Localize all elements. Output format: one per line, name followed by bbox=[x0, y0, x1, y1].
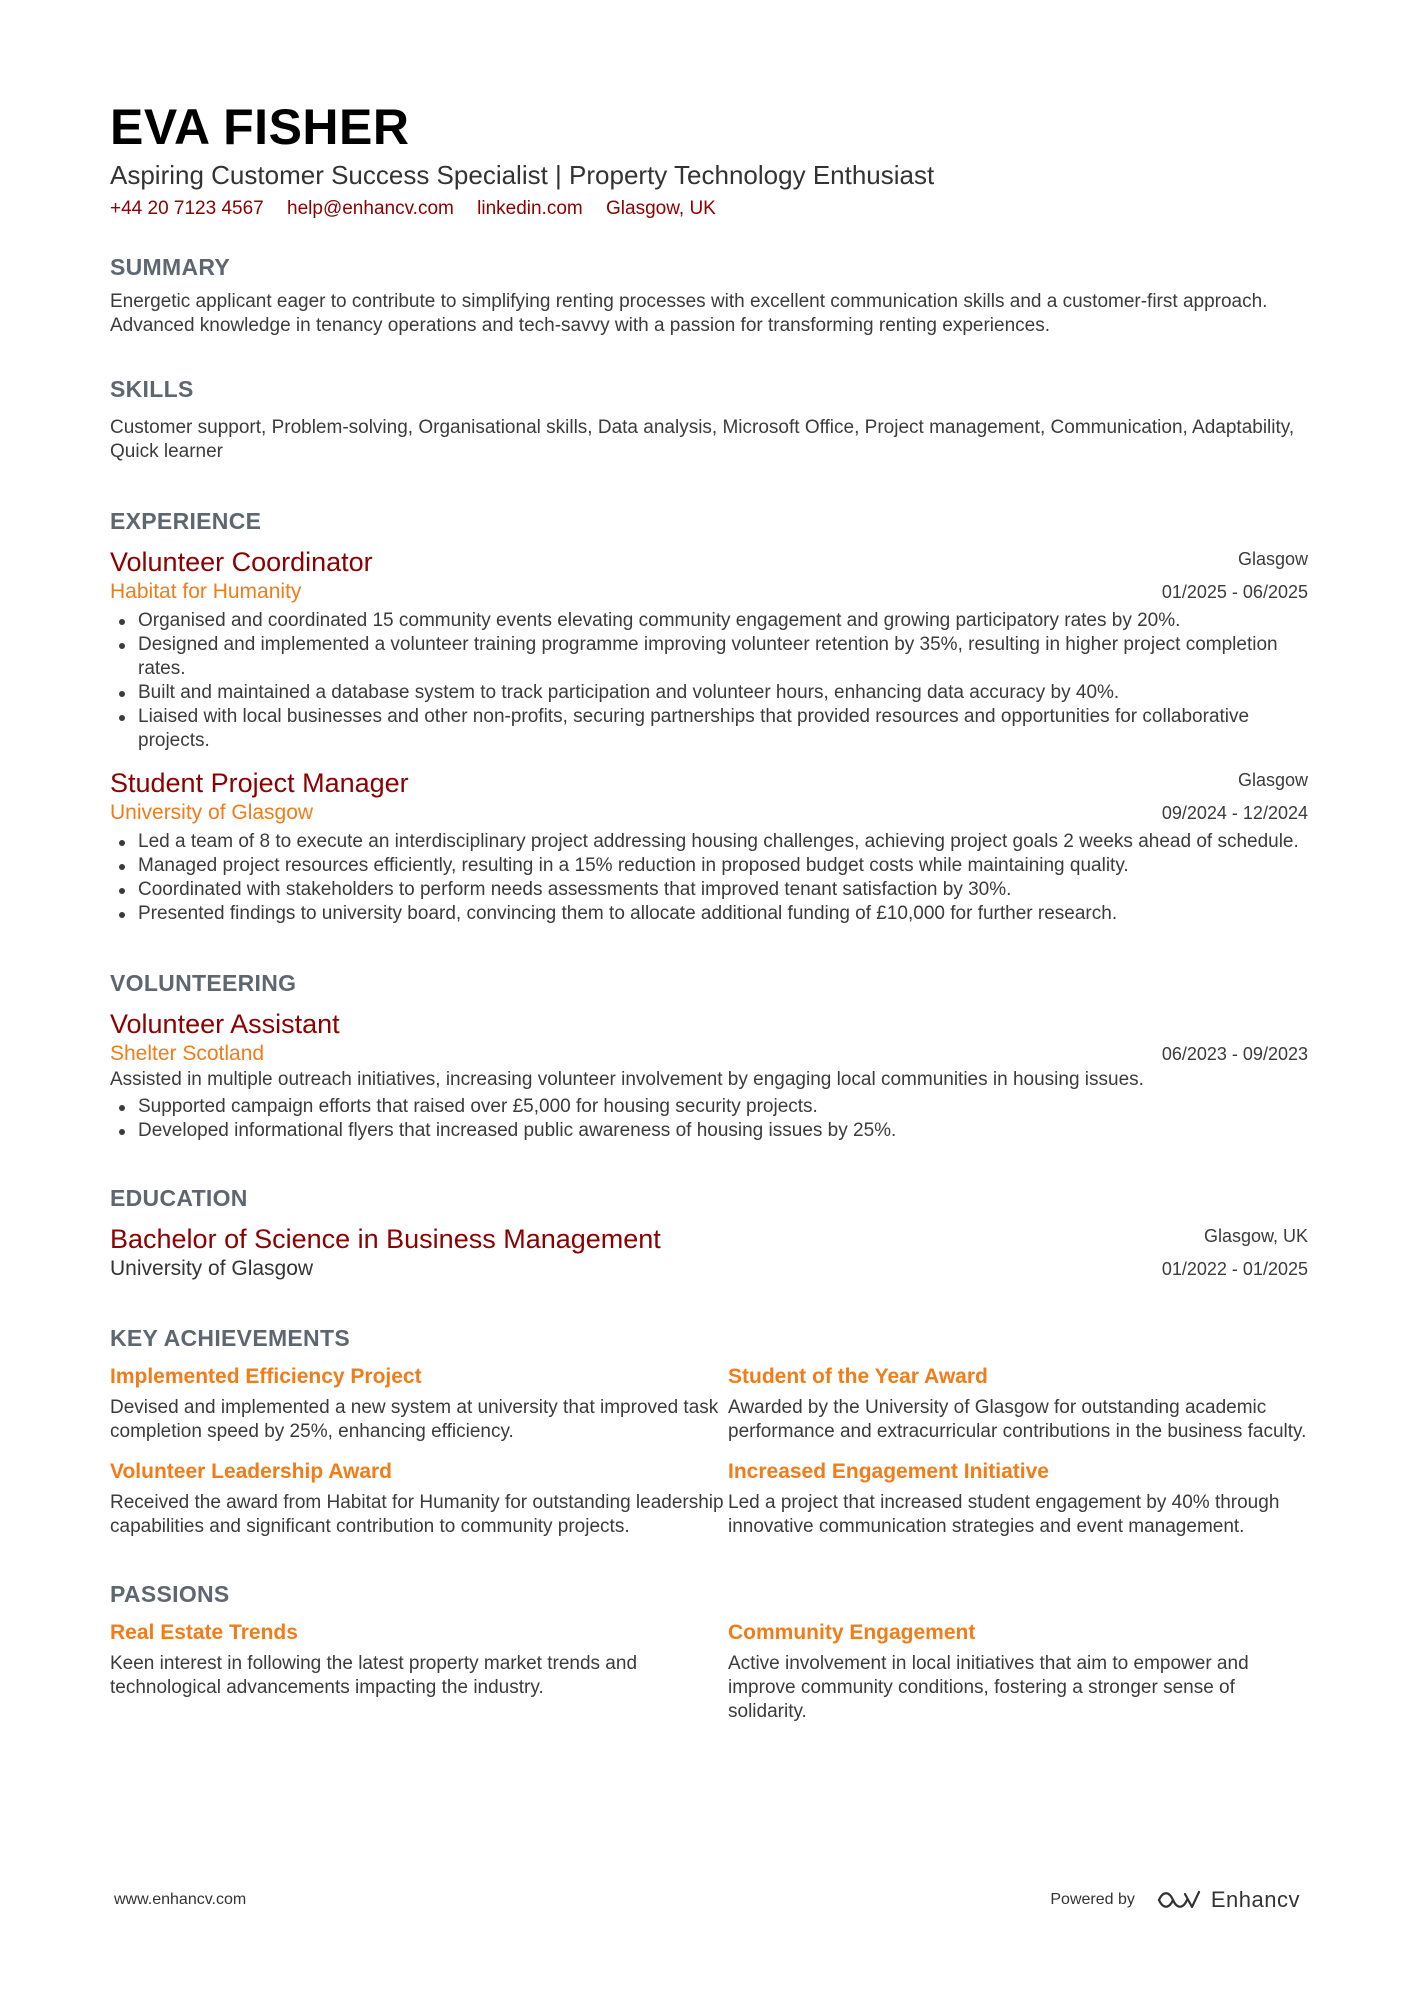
bullet-item: Built and maintained a database system to track participation and volunteer hours, enhancing data accuracy by 40%. bbox=[110, 681, 1308, 705]
passion-title: Community Engagement bbox=[728, 1621, 976, 1644]
powered-by-label: Powered by bbox=[1050, 1891, 1135, 1908]
bullet-item: Organised and coordinated 15 community events elevating community engagement and growing participatory rates by 20%. bbox=[110, 609, 1308, 633]
section-title: KEY ACHIEVEMENTS bbox=[110, 1325, 350, 1351]
headline: Aspiring Customer Success Specialist | Property Technology Enthusiast bbox=[110, 160, 935, 190]
job-title: Student Project Manager bbox=[110, 768, 409, 798]
footer-website-link[interactable]: www.enhancv.com bbox=[114, 1891, 247, 1908]
experience-entry bbox=[110, 546, 1308, 753]
date-range: 06/2023 - 09/2023 bbox=[1161, 1044, 1308, 1064]
passions-grid bbox=[110, 1619, 1308, 1724]
achievement-card bbox=[728, 1458, 1308, 1539]
degree: Bachelor of Science in Business Management bbox=[110, 1224, 661, 1254]
achievement-title: Implemented Efficiency Project bbox=[110, 1365, 422, 1388]
resume-page bbox=[110, 96, 1308, 1724]
achievement-text: Led a project that increased student engagement by 40% through innovative communication strategies and event management. bbox=[728, 1492, 1280, 1537]
brand-link[interactable] bbox=[1155, 1887, 1300, 1913]
job-location: Glasgow bbox=[1237, 770, 1308, 790]
bullet-item: Developed informational flyers that increased public awareness of housing issues by 25%. bbox=[110, 1119, 1308, 1143]
organization: Shelter Scotland bbox=[110, 1042, 265, 1065]
bullet-item: Managed project resources efficiently, resulting in a 15% reduction in proposed budget costs while maintaining quality. bbox=[110, 854, 1308, 878]
volunteer-role: Volunteer Assistant bbox=[110, 1009, 340, 1039]
enhancv-logo-icon bbox=[1155, 1888, 1201, 1912]
footer-branding bbox=[1050, 1887, 1300, 1913]
passion-card bbox=[110, 1619, 728, 1724]
candidate-name: EVA FISHER bbox=[110, 99, 410, 155]
achievement-card bbox=[110, 1458, 728, 1539]
skills-text: Customer support, Problem-solving, Organisational skills, Data analysis, Microsoft Office, Project management, Communication, Adaptability, Quick learner bbox=[110, 417, 1295, 462]
achievement-text: Devised and implemented a new system at university that improved task completion speed by 25%, enhancing efficiency. bbox=[110, 1397, 719, 1442]
contact-line bbox=[110, 196, 1308, 222]
summary-text: Energetic applicant eager to contribute to simplifying renting processes with excellent communication skills and a customer-first approach. Advanced knowledge in tenancy operations and tech-savvy with a passion for transforming renting experiences. bbox=[110, 291, 1268, 336]
phone[interactable]: +44 20 7123 4567 bbox=[110, 198, 264, 219]
bullet-item: Led a team of 8 to execute an interdisciplinary project addressing housing challenges, achieving project goals 2 weeks ahead of schedule. bbox=[110, 830, 1308, 854]
job-title: Volunteer Coordinator bbox=[110, 547, 373, 577]
bullet-list bbox=[110, 830, 1308, 926]
bullet-item: Liaised with local businesses and other non-profits, securing partnerships that provided resources and opportunities for collaborative projects. bbox=[110, 705, 1308, 753]
education-section bbox=[110, 1183, 1308, 1283]
section-title: EDUCATION bbox=[110, 1185, 248, 1211]
achievement-text: Received the award from Habitat for Humanity for outstanding leadership capabilities and significant contribution to community projects. bbox=[110, 1492, 724, 1537]
volunteering-entry bbox=[110, 1008, 1308, 1143]
achievement-card bbox=[728, 1363, 1308, 1444]
date-range: 01/2022 - 01/2025 bbox=[1161, 1259, 1308, 1279]
section-title: EXPERIENCE bbox=[110, 508, 262, 534]
achievement-text: Awarded by the University of Glasgow for outstanding academic performance and extracurricular contributions in the business faculty. bbox=[728, 1397, 1307, 1442]
section-title: PASSIONS bbox=[110, 1581, 230, 1607]
section-title: VOLUNTEERING bbox=[110, 970, 297, 996]
bullet-list bbox=[110, 609, 1308, 753]
summary-section bbox=[110, 252, 1308, 338]
achievements-section bbox=[110, 1323, 1308, 1539]
passions-section bbox=[110, 1579, 1308, 1724]
volunteering-section bbox=[110, 968, 1308, 1143]
education-entry bbox=[110, 1223, 1308, 1283]
brand-name: Enhancv bbox=[1210, 1887, 1300, 1912]
organization: University of Glasgow bbox=[110, 801, 314, 824]
section-title: SUMMARY bbox=[110, 254, 231, 280]
passion-text: Keen interest in following the latest property market trends and technological advancements impacting the industry. bbox=[110, 1653, 638, 1698]
organization: Habitat for Humanity bbox=[110, 580, 302, 603]
experience-entry bbox=[110, 767, 1308, 926]
skills-section bbox=[110, 374, 1308, 464]
achievement-title: Increased Engagement Initiative bbox=[728, 1460, 1049, 1483]
location: Glasgow, UK bbox=[606, 198, 716, 219]
header bbox=[110, 96, 1308, 222]
achievement-title: Student of the Year Award bbox=[728, 1365, 988, 1388]
passion-card bbox=[728, 1619, 1308, 1724]
school-location: Glasgow, UK bbox=[1203, 1226, 1308, 1246]
achievement-card bbox=[110, 1363, 728, 1444]
bullet-item: Coordinated with stakeholders to perform needs assessments that improved tenant satisfaction by 30%. bbox=[110, 878, 1308, 902]
job-location: Glasgow bbox=[1237, 549, 1308, 569]
experience-section bbox=[110, 506, 1308, 926]
bullet-list bbox=[110, 1095, 1308, 1143]
linkedin-link[interactable]: linkedin.com bbox=[477, 198, 583, 219]
date-range: 01/2025 - 06/2025 bbox=[1161, 582, 1308, 602]
bullet-item: Designed and implemented a volunteer training programme improving volunteer retention by 35%, resulting in higher project completion rates. bbox=[110, 633, 1308, 681]
volunteer-description: Assisted in multiple outreach initiatives, increasing volunteer involvement by engaging local communities in housing issues. bbox=[110, 1069, 1144, 1090]
passion-text: Active involvement in local initiatives that aim to empower and improve community conditions, fostering a stronger sense of solidarity. bbox=[728, 1653, 1249, 1722]
footer bbox=[114, 1880, 1300, 1920]
bullet-item: Supported campaign efforts that raised over £5,000 for housing security projects. bbox=[110, 1095, 1308, 1119]
achievements-grid bbox=[110, 1363, 1308, 1539]
email[interactable]: help@enhancv.com bbox=[287, 198, 454, 219]
bullet-item: Presented findings to university board, convincing them to allocate additional funding of £10,000 for further research. bbox=[110, 902, 1308, 926]
school: University of Glasgow bbox=[110, 1257, 314, 1280]
date-range: 09/2024 - 12/2024 bbox=[1161, 803, 1308, 823]
achievement-title: Volunteer Leadership Award bbox=[110, 1460, 393, 1483]
section-title: SKILLS bbox=[110, 376, 194, 402]
passion-title: Real Estate Trends bbox=[110, 1621, 298, 1644]
